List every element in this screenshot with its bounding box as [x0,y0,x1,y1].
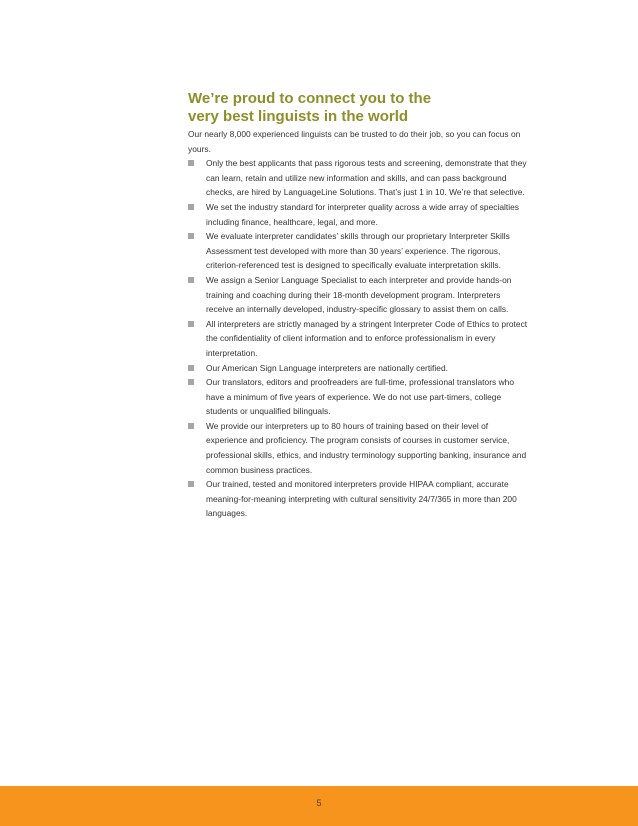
square-bullet-icon [188,204,194,210]
section-heading [188,90,528,126]
bullet-list [188,156,528,521]
heading-line-1: We’re proud to connect you to the [188,90,432,107]
bullet-text: We evaluate interpreter candidates’ skills through our proprietary Interpreter Skills Assessment test developed with more than 30 years’ experience. The rigorous, criterion-referenced test is designed to specifically evaluate interpretation skills. [206,231,510,271]
square-bullet-icon [188,277,194,283]
bullet-text: Our translators, editors and proofreaders are full-time, professional translators who have a minimum of five years of experience. We do not use part-timers, college students or unqualified bilinguals. [206,377,514,417]
bullet-text: We provide our interpreters up to 80 hours of training based on their level of experience and proficiency. The program consists of courses in customer service, professional skills, ethics, and industry terminology supporting banking, insurance and common business practices. [206,420,527,475]
bullet-item [188,156,528,200]
bullet-text: Our trained, tested and monitored interpreters provide HIPAA compliant, accurate meaning-for-meaning interpreting with cultural sensitivity 24/7/365 in more than 200 languages. [206,479,517,519]
bullet-item [188,361,528,376]
bullet-item [188,419,528,477]
bullet-item [188,200,528,229]
square-bullet-icon [188,423,194,429]
bullet-item [188,317,528,361]
square-bullet-icon [188,321,194,327]
square-bullet-icon [188,365,194,371]
page-number: 5 [316,798,322,808]
bullet-text: We assign a Senior Language Specialist to each interpreter and provide hands-on training and coaching during their 18-month development program. Interpreters receive an internally developed, industry-specific glossary to assist them on calls. [206,274,512,315]
heading-line-2: very best linguists in the world [188,108,409,125]
bullet-text: Our American Sign Language interpreters are nationally certified. [206,362,448,373]
square-bullet-icon [188,379,194,385]
bullet-text: We set the industry standard for interpreter quality across a wide array of specialties including finance, healthcare, legal, and more. [206,201,520,227]
main-content [188,90,528,521]
bullet-item [188,477,528,521]
bullet-item [188,229,528,273]
square-bullet-icon [188,233,194,239]
square-bullet-icon [188,160,194,166]
square-bullet-icon [188,481,194,487]
bullet-text: Only the best applicants that pass rigorous tests and screening, demonstrate that they can learn, retain and utilize new information and skills, and can pass background checks, are hired by LanguageLine Solutions. That’s just 1 in 10. We’re that selective. [206,158,527,198]
bullet-text: All interpreters are strictly managed by a stringent Interpreter Code of Ethics to protect the confidentiality of client information and to enforce professionalism in every interpretation. [206,318,528,358]
intro-paragraph: Our nearly 8,000 experienced linguists can be trusted to do their job, so you can focus on yours. [188,129,521,154]
bullet-item [188,375,528,419]
bullet-item [188,273,528,317]
footer-bar [0,786,638,826]
